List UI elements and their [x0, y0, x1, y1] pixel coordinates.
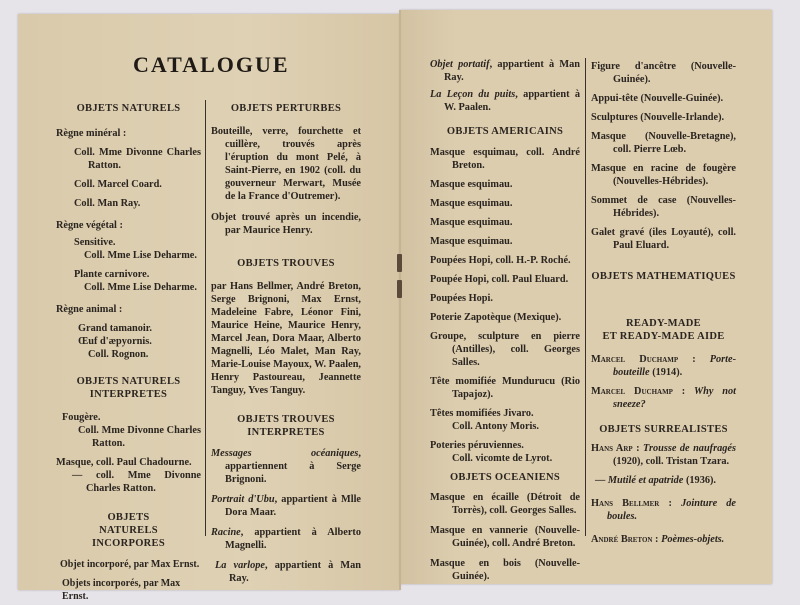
section-heading: ET READY-MADE AIDE [602, 331, 725, 342]
section-heading: OBJETS NATURELS INCORPORES [91, 512, 165, 549]
list-item: Masque (Nouvelle-Bretagne), coll. Pierre Lœb. [591, 131, 736, 155]
column-divider [585, 58, 586, 536]
list-item: Poupées Hopi, coll. H.-P. Roché. [430, 255, 571, 266]
list-item: par Hans Bellmer, André Breton, Serge Brignoni, Max Ernst, Madeleine Fabre, Léonor Fini, Maurice Heine, Maurice Henry, Marcel Jean, Dora Maar, Alberto Magnelli, Léo Malet, Man Ray, Marie-Louise Mayoux, W. Paalen, Henry Pastoureau, Jeannette Tanguy, Yves Tanguy. [211, 281, 361, 396]
work-title: La varlope [215, 560, 266, 571]
list-item: Masque esquimau. [430, 198, 513, 209]
list-item: Masque, coll. Paul Chadourne. [56, 457, 192, 468]
gutter [399, 10, 401, 590]
list-item: Coll. vicomte de Lyrot. [452, 453, 553, 464]
section-heading: OBJETS PERTURBES [230, 103, 342, 114]
list-item: Coll. Rognon. [88, 349, 149, 360]
section-heading: OBJETS NATURELS [76, 103, 181, 114]
catalogue-title: CATALOGUE [133, 52, 290, 77]
list-item: Bouteille, verre, fourchette et cuillère, trouvés après l'éruption du mont Pelé, à Saint-Pierre, en 1902 (coll. du gouverneur Merwart, Musée de la France d'Outremer). [211, 126, 361, 202]
list-item: Masque esquimau. [430, 179, 513, 190]
work-title: Objet portatif [430, 59, 490, 70]
list-item [211, 493, 361, 519]
artist-name: Marcel Duchamp : [591, 386, 686, 397]
list-item: Objets incorporés, par Max Ernst. [62, 578, 181, 602]
section-heading: READY-MADE [626, 318, 701, 329]
list-item: Fougère. [62, 412, 101, 423]
item-detail: , appartient à Man Ray. [229, 560, 361, 584]
item-detail: (1914). [652, 367, 683, 378]
list-item: Masque en vannerie (Nouvelle-Guinée), coll. André Breton. [430, 525, 580, 549]
list-item: Masque en écaille (Détroit de Torrès), coll. Georges Salles. [430, 492, 580, 516]
list-item: Objet incorporé, par Max Ernst. [60, 559, 200, 570]
list-item: Masque esquimau, coll. André Breton. [430, 147, 580, 171]
kingdom-label: Règne végétal : [56, 220, 123, 231]
section-heading: OBJETS SURREALISTES [599, 424, 728, 435]
list-item: Coll. Mme Divonne Charles Ratton. [78, 425, 201, 449]
list-item: Sommet de case (Nouvelles-Hébrides). [591, 195, 736, 219]
list-item: Masque en racine de fougère (Nouvelles-Hébrides). [591, 163, 736, 187]
column-3 [430, 58, 580, 583]
list-item: Coll. Mme Lise Deharme. [84, 250, 197, 261]
list-item: Grand tamanoir. [78, 323, 152, 334]
list-item [591, 353, 736, 379]
list-item: Figure d'ancêtre (Nouvelle-Guinée). [591, 61, 736, 85]
list-item: Coll. Mme Lise Deharme. [84, 282, 197, 293]
kingdom-label: Règne animal : [56, 304, 123, 315]
list-item: Galet gravé (iles Loyauté), coll. Paul Eluard. [591, 227, 736, 251]
list-item: Tête momifiée Mundurucu (Rio Tapajoz). [430, 376, 580, 400]
list-item: Poupées Hopi. [430, 293, 493, 304]
work-title: Mutilé et apatride [607, 475, 684, 486]
list-item: Poteries péruviennes. [430, 440, 524, 451]
item-detail: , appartient à W. Paalen. [444, 89, 580, 113]
item-detail: , appartient à Mlle Dora Maar. [225, 494, 361, 518]
list-item: Coll. Man Ray. [74, 198, 141, 209]
list-item [211, 526, 361, 552]
section-heading: OBJETS TROUVES [237, 258, 335, 269]
column-4 [591, 60, 736, 546]
work-title: Racine [211, 527, 241, 538]
artist-name: Hans Arp : [591, 443, 640, 454]
item-detail: , appartiennent à Serge Brignoni. [225, 448, 361, 485]
list-item: Masque esquimau. [430, 217, 513, 228]
list-item [211, 559, 361, 585]
section-heading: OBJETS TROUVES INTERPRETES [237, 414, 335, 438]
staple [397, 280, 402, 298]
list-item: — coll. Mme Divonne Charles Ratton. [72, 470, 201, 494]
section-heading: OBJETS AMERICAINS [446, 126, 564, 137]
list-item: Œuf d'æpyornis. [78, 336, 152, 347]
list-item: Sculptures (Nouvelle-Irlande). [591, 112, 725, 123]
work-title: Messages océaniques [211, 448, 359, 459]
list-item [591, 442, 736, 468]
list-item: Poupée Hopi, coll. Paul Eluard. [430, 274, 569, 285]
list-item: Têtes momifiées Jivaro. [430, 408, 534, 419]
section-heading: OBJETS OCEANIENS [449, 472, 561, 483]
list-item: Sensitive. [74, 237, 116, 248]
work-title: Why not sneeze? [613, 386, 737, 410]
item-detail: , appartient à Man Ray. [444, 59, 580, 83]
item-detail: (1936). [685, 475, 716, 486]
list-item [591, 497, 736, 523]
work-title: Jointure de boules. [607, 498, 737, 522]
work-title: Porte-bouteille [613, 354, 737, 378]
dash: — [595, 475, 606, 486]
kingdom-label: Règne minéral : [56, 128, 127, 139]
item-detail: , appartient à Alberto Magnelli. [225, 527, 361, 551]
list-item: Coll. Mme Divonne Charles Ratton. [74, 147, 201, 171]
artist-name: André Breton : [591, 534, 659, 545]
section-heading: OBJETS MATHEMATIQUES [591, 271, 736, 282]
list-item: Coll. Marcel Coard. [74, 179, 162, 190]
section-heading: OBJETS NATURELS INTERPRETES [76, 376, 181, 400]
list-item [591, 474, 736, 487]
list-item [591, 385, 736, 411]
column-2 [211, 102, 361, 585]
work-title: Poèmes-objets. [661, 534, 725, 545]
work-title: Portrait d'Ubu [211, 494, 275, 505]
list-item [591, 533, 736, 546]
artist-name: Marcel Duchamp : [591, 354, 696, 365]
work-title: La Leçon du puits [430, 89, 516, 100]
column-divider [205, 100, 206, 536]
list-item: Masque en bois (Nouvelle-Guinée). [430, 558, 580, 582]
list-item: Plante carnivore. [74, 269, 150, 280]
work-title: Trousse de naufragés [643, 443, 736, 454]
list-item: Objet trouvé après un incendie, par Maurice Henry. [211, 212, 361, 236]
list-item [430, 88, 580, 114]
artist-name: Hans Bellmer : [591, 498, 672, 509]
list-item: Masque esquimau. [430, 236, 513, 247]
list-item [430, 58, 580, 84]
column-1 [56, 102, 201, 603]
list-item [211, 447, 361, 486]
list-item: Appui-tête (Nouvelle-Guinée). [591, 93, 724, 104]
list-item: Coll. Antony Moris. [452, 421, 539, 432]
staple [397, 254, 402, 272]
list-item: Groupe, sculpture en pierre (Antilles), coll. Georges Salles. [430, 331, 580, 368]
item-detail: (1920), coll. Tristan Tzara. [613, 456, 730, 467]
list-item: Poterie Zapotèque (Mexique). [430, 312, 562, 323]
